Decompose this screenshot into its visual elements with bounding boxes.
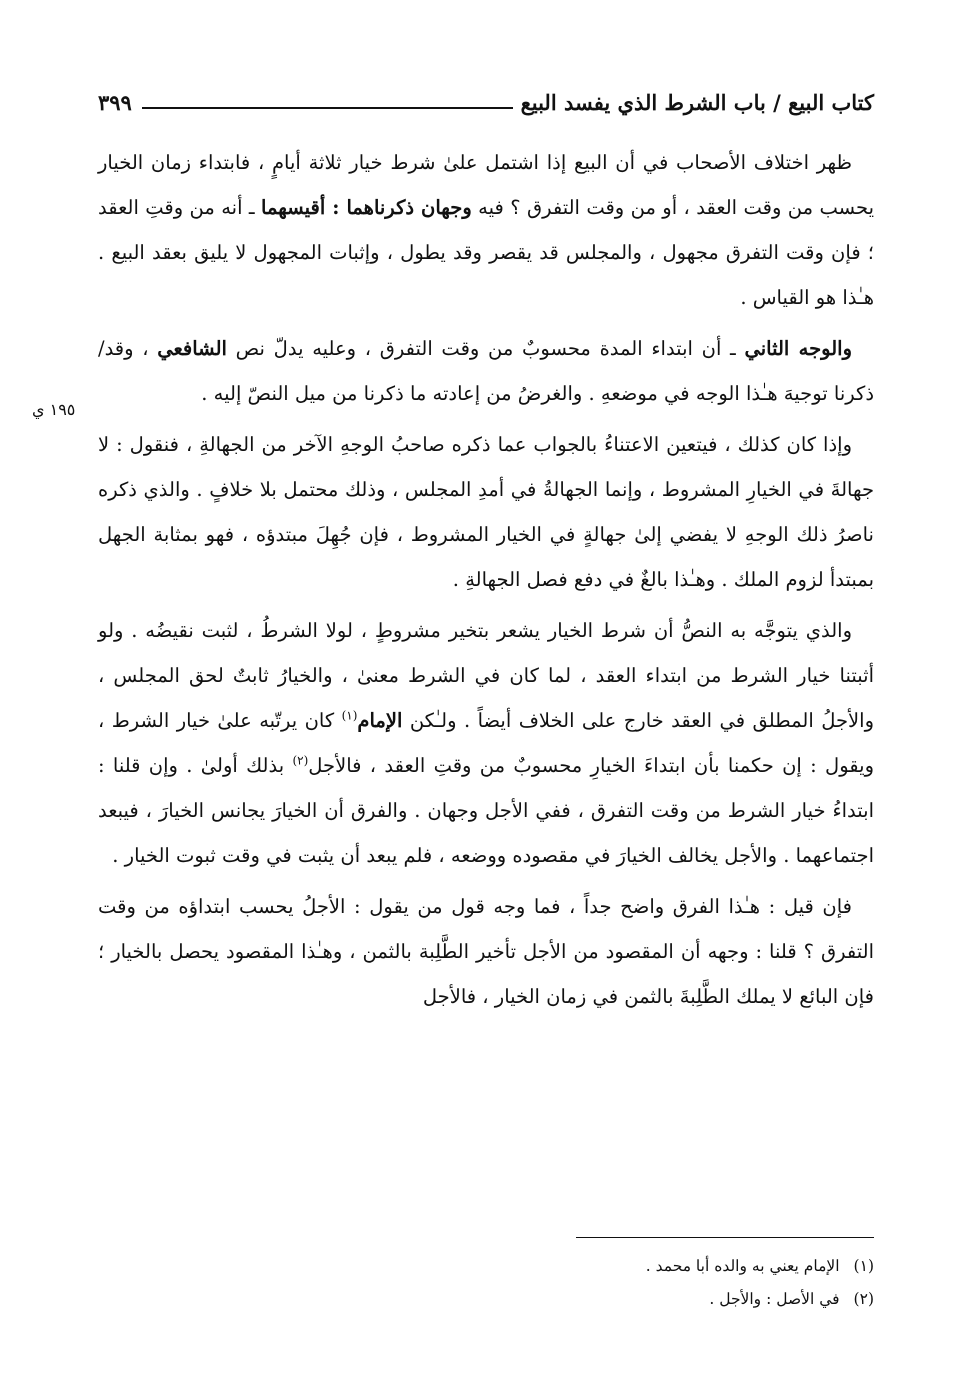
text-run: فإن قيل : هـٰذا الفرق واضح جداً ، فما وجه قول من يقول : الأجلُ يحسب ابتداؤه من وقت التفرق ؟ قلنا : وجهه أن المقصود من الأجل تأخير الطَّلِبة بالثمن ، وهـٰذا المقصود يحصل بالخيار ؛ فإن البائع لا يملك الطَّلِبةَ بالثمن في زمان الخيار ، فالأجل <box>98 895 874 1008</box>
main-text <box>98 140 874 1025</box>
bold-term: الإمام <box>357 709 403 732</box>
footnote <box>98 1283 874 1316</box>
paragraph <box>98 326 874 416</box>
footnote-rule <box>576 1237 874 1238</box>
bold-term: الشافعي <box>157 337 227 360</box>
text-run: ـ أن ابتداء المدة محسوبٌ من وقت التفرق ، وعليه يدلّ نص <box>226 337 745 360</box>
running-title: كتاب البيع / باب الشرط الذي يفسد البيع <box>520 89 874 115</box>
paragraph <box>98 422 874 602</box>
footnote-text: في الأصل : والأجل . <box>709 1290 840 1308</box>
bold-term: والوجه الثاني <box>744 337 853 360</box>
footnote-number: (٢) <box>853 1290 874 1308</box>
text-run: وإذا كان كذلك ، فيتعين الاعتناءُ بالجواب عما ذكره صاحبُ الوجهِ الآخر من الجهالةِ ، فنقول : لا جهالةَ في الخيارِ المشروط ، وإنما الجهالةُ في أمدِ المجلس ، وذلك محتمل بلا خلافٍ . والذي ذكره ناصرُ ذلك الوجهِ لا يفضي إلىٰ جهالةٍ في الخيار المشروط ، فإن جُهِلَ مبتدؤه ، فهو بمثابة الجهل بمبتدأ لزوم الملك . وهـٰذا بالغٌ في دفع فصل الجهالةِ . <box>98 433 874 591</box>
footnote-text: الإمام يعني به والده أبا محمد . <box>645 1257 840 1275</box>
text-run: ظهر اختلاف الأصحاب في أن البيع إذا اشتمل علىٰ شرط خيار ثلاثة أيامٍ ، فابتداء زمان الخيار يحسب من وقت العقد ، أو من وقت التفرق ؟ فيه <box>98 151 875 219</box>
text-run: ، وقد/ ذكرنا توجيهَ هـٰذا الوجه في موضعهِ . والغرضُ من إعادته ما ذكرنا من ميل النصّ إليه . <box>98 337 874 405</box>
paragraph <box>98 608 874 878</box>
footnote-reference: (٢) <box>292 753 309 768</box>
text-run: والذي يتوجَّه به النصُّ أن شرط الخيار يشعر بتخير مشروطٍ ، لولا الشرطُ ، لثبت نقيضُه . ولو أثبتنا خيار الشرط من ابتداء العقد ، لما كان في الشرط معنىٰ ، والخيارُ ثابتٌ لحق المجلس ، والأجلُ المطلق في العقد خارج على الخلاف أيضاً . ولـٰكن <box>98 619 874 732</box>
footnote-reference: (١) <box>341 708 358 723</box>
page-number: ٣٩٩ <box>98 89 132 115</box>
page-header <box>98 82 874 122</box>
text-run: ـ أنه من وقتِ العقد ؛ فإن وقت التفرق مجهول ، والمجلس قد يقصر وقد يطول ، وإثبات المجهول لا يليق بعقد البيع . هـٰذا هو القياس . <box>98 196 874 309</box>
paragraph <box>98 884 874 1019</box>
bold-term: وجهان ذكرناهما : أقيسهما <box>261 196 472 219</box>
paragraph <box>98 140 874 320</box>
footnote <box>98 1250 874 1283</box>
footnote-number: (١) <box>853 1257 874 1275</box>
manuscript-folio-note: ١٩٥ ي <box>32 400 76 419</box>
text-run: بذلك أولىٰ . وإن قلنا : ابتداءُ خيار الشرط من وقت التفرق ، ففي الأجل وجهان . والفرق أن الخيارَ يجانس الخيارَ ، فيبعد اجتماعهما . والأجل يخالف الخيارَ في مقصوده ووضعه ، فلم يبعد أن يثبت في وقت ثبوت الخيار . <box>98 754 874 867</box>
header-rule <box>142 107 513 109</box>
footnotes <box>98 1250 874 1316</box>
text-run: كان يرتّبه علىٰ خيار الشرط ، ويقول : إن حكمنا بأن ابتداءَ الخيارِ محسوبٌ من وقتِ العقد ، فالأجل <box>98 709 874 777</box>
